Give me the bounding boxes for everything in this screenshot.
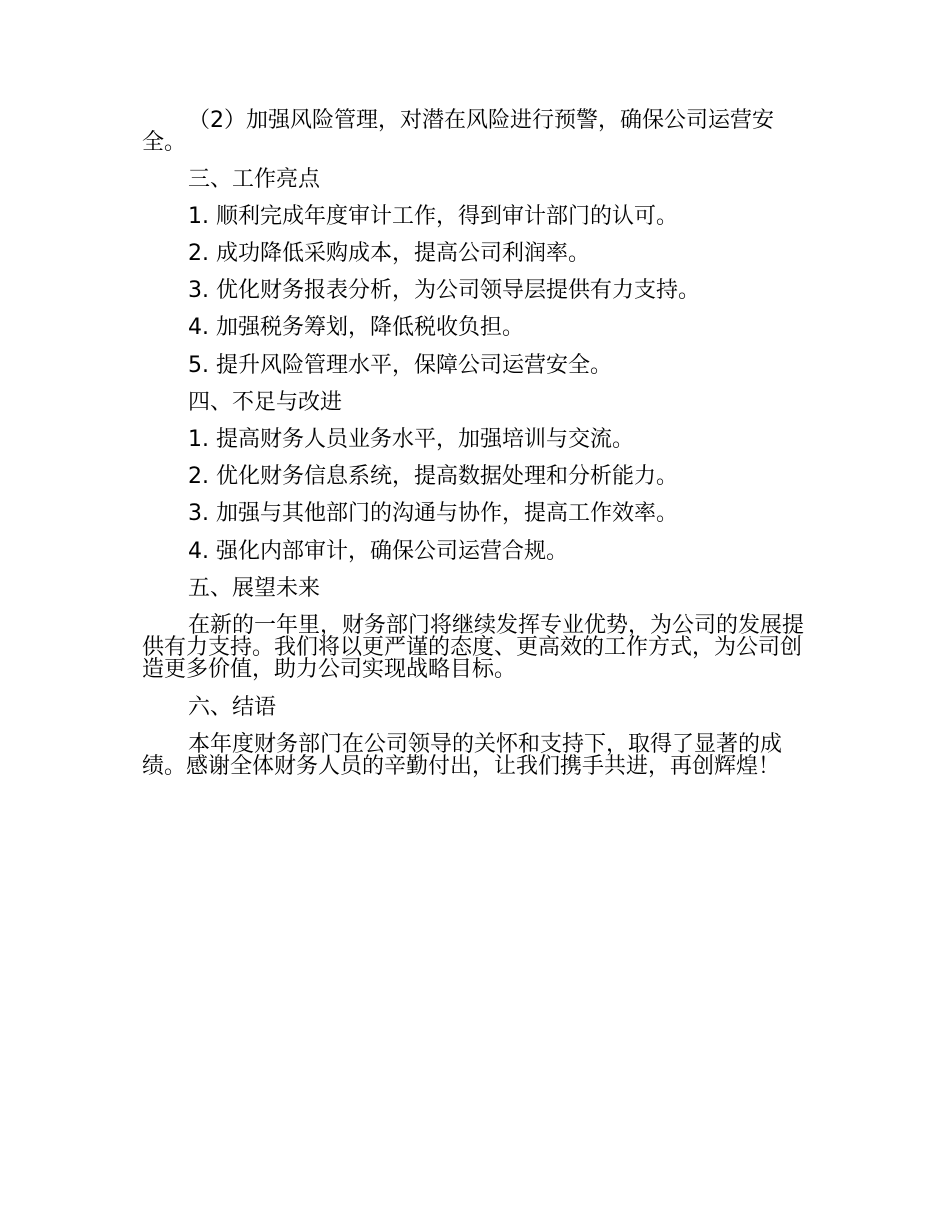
section-4-item-4: 4. 强化内部审计，确保公司运营合规。 bbox=[188, 539, 568, 564]
section-3-item-4: 4. 加强税务筹划，降低税收负担。 bbox=[188, 315, 524, 340]
section-4-item-1: 1. 提高财务人员业务水平，加强培训与交流。 bbox=[188, 427, 634, 452]
section-4-item-2: 2. 优化财务信息系统，提高数据处理和分析能力。 bbox=[188, 464, 678, 489]
risk-paragraph: （2）加强风险管理，对潜在风险进行预警，确保公司运营安全。 bbox=[142, 108, 774, 155]
section-5-heading: 五、展望未来 bbox=[188, 576, 321, 601]
section-3-heading: 三、工作亮点 bbox=[188, 167, 321, 192]
section-5-paragraph: 在新的一年里，财务部门将继续发挥专业优势，为公司的发展提供有力支持。我们将以更严谨的态度、更高效的工作方式，为公司创造更多价值，助力公司实现战略目标。 bbox=[142, 613, 805, 682]
section-6-heading: 六、结语 bbox=[188, 695, 277, 720]
section-4-item-3: 3. 加强与其他部门的沟通与协作，提高工作效率。 bbox=[188, 501, 678, 526]
section-3-item-3: 3. 优化财务报表分析，为公司领导层提供有力支持。 bbox=[188, 278, 700, 303]
section-3-item-1: 1. 顺利完成年度审计工作，得到审计部门的认可。 bbox=[188, 204, 678, 229]
section-6-paragraph: 本年度财务部门在公司领导的关怀和支持下，取得了显著的成绩。感谢全体财务人员的辛勤付出，让我们携手共进，再创辉煌！ bbox=[142, 732, 783, 779]
section-4-heading: 四、不足与改进 bbox=[188, 390, 343, 415]
section-3-item-2: 2. 成功降低采购成本，提高公司利润率。 bbox=[188, 241, 590, 266]
section-3-item-5: 5. 提升风险管理水平，保障公司运营安全。 bbox=[188, 353, 612, 378]
